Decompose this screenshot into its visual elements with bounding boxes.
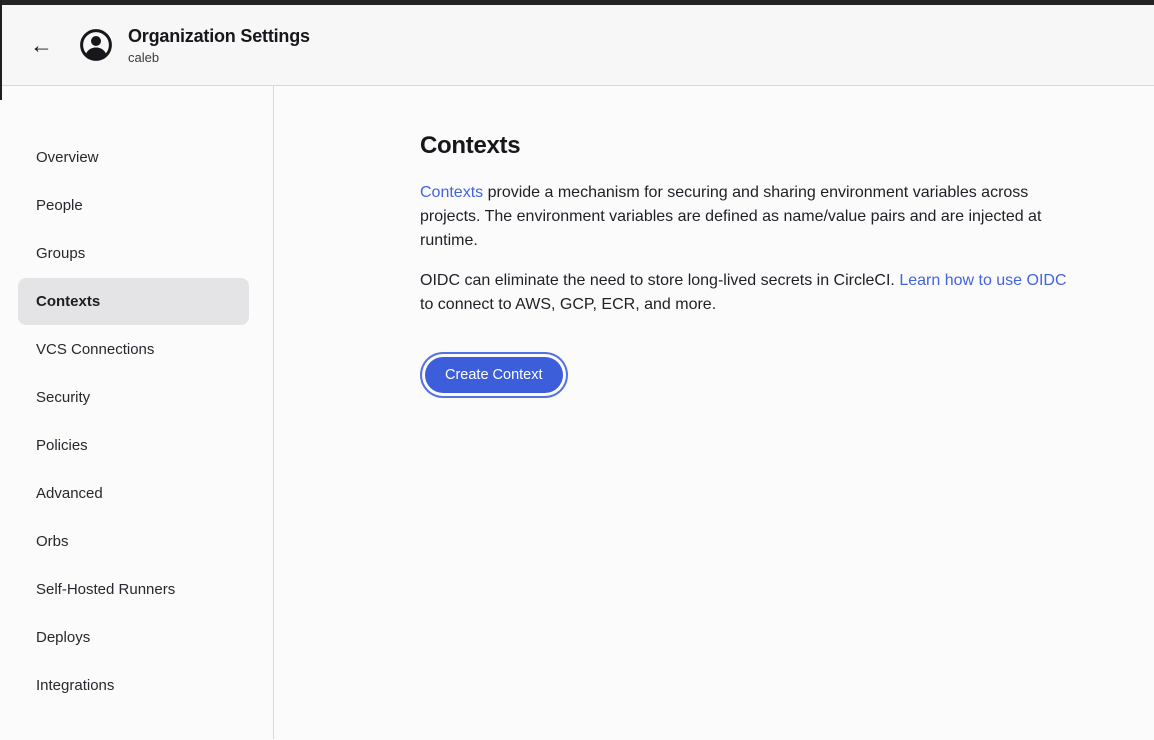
oidc-text-before: OIDC can eliminate the need to store long-lived secrets in CircleCI.: [420, 272, 900, 289]
oidc-text-after: to connect to AWS, GCP, ECR, and more.: [420, 296, 717, 313]
header-titles: [128, 26, 310, 65]
arrow-left-icon: ←: [30, 31, 53, 58]
oidc-paragraph: [420, 269, 1075, 317]
sidebar-item-self-hosted-runners[interactable]: Self-Hosted Runners: [36, 581, 176, 598]
org-name: caleb: [128, 49, 160, 65]
sidebar-item-advanced[interactable]: Advanced: [36, 485, 103, 502]
main-content: [274, 86, 1115, 739]
page-title: Organization Settings: [128, 25, 310, 46]
contexts-link[interactable]: Contexts: [420, 184, 484, 201]
avatar: [79, 28, 113, 62]
settings-sidebar: [0, 86, 274, 739]
oidc-learn-link[interactable]: Learn how to use OIDC: [899, 272, 1067, 289]
create-context-button-wrap: [420, 357, 1075, 393]
sidebar-item-groups[interactable]: Groups: [36, 245, 86, 262]
contexts-heading: Contexts: [420, 132, 521, 159]
content-area: [0, 86, 1154, 739]
intro-paragraph: [420, 181, 1075, 253]
sidebar-item-contexts[interactable]: Contexts: [18, 278, 249, 325]
sidebar-item-overview[interactable]: Overview: [36, 149, 99, 166]
sidebar-item-policies[interactable]: Policies: [36, 437, 88, 454]
sidebar-item-security[interactable]: Security: [36, 389, 91, 406]
sidebar-item-integrations[interactable]: Integrations: [36, 677, 115, 694]
back-button[interactable]: [26, 32, 57, 59]
sidebar-item-people[interactable]: People: [36, 197, 83, 214]
window-left-edge: [0, 0, 2, 100]
create-context-button[interactable]: Create Context: [425, 357, 563, 393]
sidebar-item-deploys[interactable]: Deploys: [36, 629, 91, 646]
intro-text: provide a mechanism for securing and sharing environment variables across projects. The environment variables are defined as name/value pairs and are injected at runtime.: [420, 184, 1042, 249]
header: [0, 5, 1154, 86]
sidebar-item-orbs[interactable]: Orbs: [36, 533, 69, 550]
user-avatar-icon: [79, 28, 113, 62]
sidebar-item-vcs-connections[interactable]: VCS Connections: [36, 341, 155, 358]
